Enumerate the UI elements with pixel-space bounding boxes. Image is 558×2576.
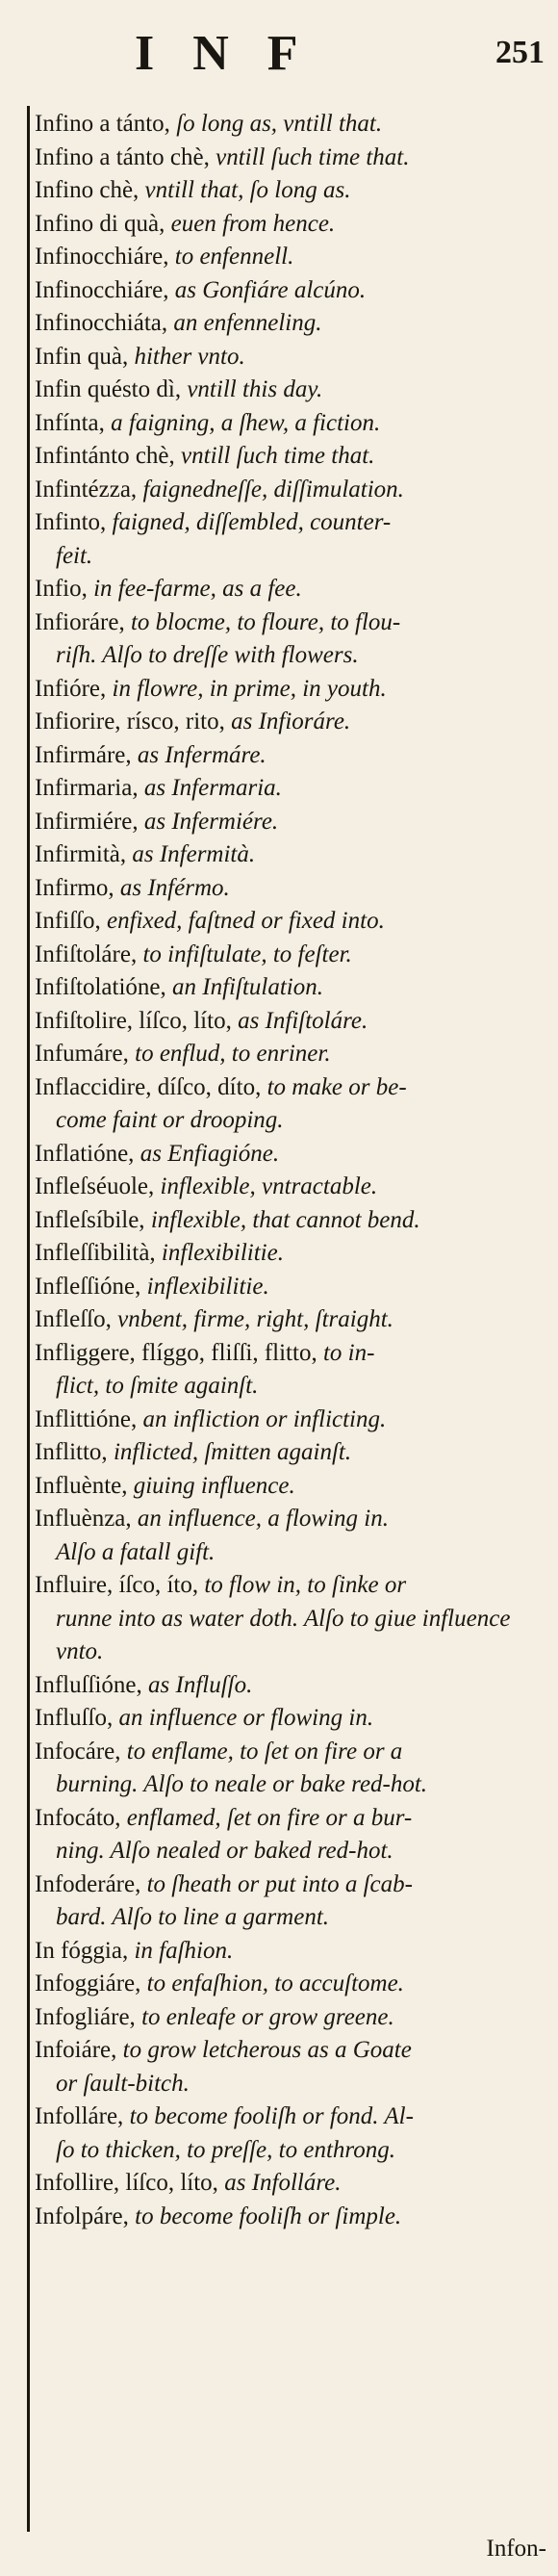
dictionary-entry	[35, 142, 550, 175]
entry-headword: Inflaccidire, díſco, díto,	[35, 1073, 262, 1100]
entry-headword: Infino chè,	[35, 177, 140, 203]
entry-definition: an Infiſtulation.	[165, 974, 323, 1000]
entry-continuation: burning. Alſo to neale or bake red-hot.	[56, 1771, 428, 1797]
entry-headword: Infin quà,	[35, 343, 129, 370]
entry-headword: Infintézza,	[35, 476, 138, 502]
entry-continuation: bard. Alſo to line a garment.	[56, 1904, 330, 1930]
entry-definition: to make or be-	[261, 1073, 407, 1100]
running-header	[0, 25, 558, 83]
dictionary-entry	[35, 341, 550, 374]
entry-headword: Infinto,	[35, 509, 107, 535]
entry-definition: to enleafe or grow greene.	[135, 2003, 394, 2030]
dictionary-entry	[35, 108, 550, 142]
entry-headword: Influènte,	[35, 1472, 128, 1499]
dictionary-entry	[35, 440, 550, 474]
entry-headword: Infollire, líſco, líto,	[35, 2170, 218, 2196]
dictionary-entry	[35, 1968, 550, 2001]
entry-definition: to enfaſhion, to accuſtome.	[140, 1971, 404, 1996]
entry-headword: Infiſtolire, líſco, líto,	[35, 1007, 232, 1034]
entry-definition: inflexible, that cannot bend.	[144, 1206, 420, 1233]
entry-definition: as Infermità.	[126, 841, 256, 867]
entry-headword: Inflitto,	[35, 1439, 108, 1465]
entry-headword: Infogliáre,	[35, 2003, 136, 2030]
entry-definition: to in-	[317, 1339, 375, 1366]
entry-headword: Influſſo,	[35, 1705, 114, 1731]
entry-definition: as Influſſo.	[141, 1671, 253, 1698]
column-rule	[27, 106, 30, 2532]
entry-headword: Infioráre,	[35, 608, 125, 635]
entry-headword: Infleſséuole,	[35, 1173, 155, 1199]
entry-definition: to become fooliſh or ſimple.	[128, 2202, 402, 2229]
entry-headword: Infleſſibilità,	[35, 1240, 156, 1266]
entry-definition: vntill that, ſo long as.	[139, 177, 351, 203]
entry-headword: Infintánto chè,	[35, 443, 175, 469]
entry-headword: Inflatióne,	[35, 1140, 135, 1167]
entry-headword: Infio,	[35, 576, 88, 602]
dictionary-entry	[35, 971, 550, 1005]
dictionary-entry	[35, 1436, 550, 1470]
dictionary-entry	[35, 1935, 550, 1969]
entry-headword: Infin quésto dì,	[35, 376, 182, 402]
entry-definition: as Infermáre.	[131, 741, 266, 768]
entry-headword: In fóggia,	[35, 1937, 129, 1964]
entry-definition: enflamed, ſet on fire or a bur-	[120, 1804, 413, 1831]
entry-definition: as Infiſtoláre.	[231, 1007, 368, 1034]
dictionary-entry	[35, 307, 550, 341]
entry-continuation: Alſo a fatall gift.	[56, 1538, 216, 1565]
entry-definition: an enfenneling.	[167, 310, 322, 336]
entry-headword: Infirmiére,	[35, 808, 139, 835]
entry-definition: an influence, a flowing in.	[131, 1506, 389, 1532]
dictionary-entry	[35, 1802, 550, 1868]
entry-headword: Infiſtolatióne,	[35, 974, 166, 1000]
entry-headword: Infoggiáre,	[35, 1971, 141, 1996]
dictionary-entry	[35, 208, 550, 242]
entry-headword: Infinocchiáta,	[35, 310, 168, 336]
entry-definition: ſo long as, vntill that.	[169, 111, 383, 137]
entry-definition: in fee-farme, as a fee.	[87, 576, 302, 602]
entry-list	[35, 108, 550, 2233]
dictionary-entry	[35, 241, 550, 274]
dictionary-entry	[35, 2201, 550, 2234]
entry-definition: euen from hence.	[165, 210, 336, 237]
entry-definition: to grow letcherous as a Goate	[116, 2037, 412, 2063]
dictionary-entry	[35, 2167, 550, 2201]
dictionary-entry	[35, 939, 550, 972]
dictionary-entry	[35, 506, 550, 573]
entry-definition: to enflud, to enriner.	[128, 1041, 331, 1067]
dictionary-entry	[35, 1005, 550, 1039]
entry-headword: Infinocchiáre,	[35, 244, 169, 270]
entry-definition: to enflame, to ſet on fire or a	[120, 1738, 403, 1765]
dictionary-entry	[35, 274, 550, 308]
entry-definition: as Gonfiáre alcúno.	[168, 276, 367, 303]
entry-continuation: or ſault-bitch.	[56, 2070, 190, 2097]
dictionary-entry	[35, 2100, 550, 2167]
entry-headword: Infleſſo,	[35, 1306, 112, 1332]
dictionary-entry	[35, 573, 550, 606]
entry-headword: Infolláre,	[35, 2103, 124, 2129]
entry-definition: giuing influence.	[127, 1472, 295, 1499]
page-number: 251	[495, 35, 545, 70]
entry-definition: as Enfiagióne.	[134, 1140, 280, 1167]
entry-definition: to ſheath or put into a ſcab-	[140, 1870, 413, 1897]
entry-headword: Infióre,	[35, 675, 107, 702]
catchword: Infon-	[486, 2536, 546, 2562]
entry-definition: vntill this day.	[181, 376, 323, 402]
entry-headword: Infiorire, rísco, rito,	[35, 708, 225, 734]
entry-definition: vntill ſuch time that.	[174, 443, 375, 469]
entry-continuation: ning. Alſo nealed or baked red-hot.	[56, 1838, 393, 1864]
entry-headword: Infocáre,	[35, 1738, 121, 1765]
dictionary-entry	[35, 872, 550, 906]
entry-headword: Infinocchiáre,	[35, 276, 169, 303]
entry-definition: inflexibilitie.	[155, 1240, 284, 1266]
entry-definition: a faigning, a ſhew, a fiction.	[104, 409, 381, 436]
dictionary-entry	[35, 474, 550, 507]
entry-definition: inflexibilitie.	[140, 1273, 269, 1300]
dictionary-entry	[35, 1470, 550, 1504]
dictionary-entry	[35, 1204, 550, 1238]
dictionary-entry	[35, 1702, 550, 1736]
dictionary-entry	[35, 1503, 550, 1569]
entry-headword: Influire, íſco, íto,	[35, 1572, 199, 1598]
dictionary-entry	[35, 1303, 550, 1337]
entry-headword: Infumáre,	[35, 1041, 129, 1067]
entry-headword: Infínta,	[35, 409, 105, 436]
entry-headword: Infleſſióne,	[35, 1273, 141, 1300]
entry-definition: faignedneſſe, diſſimulation.	[137, 476, 404, 502]
dictionary-entry	[35, 1271, 550, 1304]
dictionary-entry	[35, 174, 550, 208]
dictionary-entry	[35, 2034, 550, 2100]
entry-definition: to infiſtulate, to feſter.	[137, 940, 352, 967]
dictionary-entry	[35, 772, 550, 806]
dictionary-entry	[35, 1171, 550, 1204]
dictionary-entry	[35, 706, 550, 739]
dictionary-entry	[35, 1038, 550, 1071]
entry-definition: hither vnto.	[128, 343, 245, 370]
dictionary-entry	[35, 1569, 550, 1669]
entry-definition: an influence or flowing in.	[113, 1705, 374, 1731]
entry-continuation: feit.	[56, 542, 93, 569]
entry-definition: as Infermiére.	[138, 808, 279, 835]
entry-headword: Infliggere, flíggo, fliſſi, flitto,	[35, 1339, 317, 1366]
entry-definition: to enfennell.	[168, 244, 294, 270]
dictionary-entry	[35, 1071, 550, 1138]
dictionary-entry	[35, 1237, 550, 1271]
entry-definition: vntill ſuch time that.	[209, 143, 410, 170]
entry-headword: Infino a tánto chè,	[35, 143, 210, 170]
dictionary-entry	[35, 739, 550, 773]
dictionary-entry	[35, 1404, 550, 1437]
entry-continuation: ſo to thicken, to preſſe, to enthrong.	[56, 2136, 395, 2163]
dictionary-entry	[35, 806, 550, 839]
entry-headword: Infiſſo,	[35, 908, 101, 934]
entry-headword: Infolpáre,	[35, 2202, 129, 2229]
entry-continuation: come faint or drooping.	[56, 1107, 284, 1133]
entry-definition: to blocme, to floure, to flou-	[124, 608, 401, 635]
dictionary-entry	[35, 838, 550, 872]
entry-headword: Infirmo,	[35, 874, 114, 901]
entry-headword: Infoiáre,	[35, 2037, 117, 2063]
entry-headword: Inflittióne,	[35, 1405, 138, 1432]
entry-headword: Infocáto,	[35, 1804, 121, 1831]
entry-headword: Infino di quà,	[35, 210, 165, 237]
dictionary-entry	[35, 407, 550, 441]
entry-continuation: runne into as water doth. Alſo to giue influence vnto.	[56, 1605, 511, 1664]
entry-continuation: flict, to ſmite againſt.	[56, 1373, 259, 1399]
entry-definition: faigned, diſſembled, counter-	[106, 509, 392, 535]
entry-definition: to become fooliſh or fond. Al-	[123, 2103, 414, 2129]
entry-headword: Infirmaria,	[35, 775, 139, 801]
entry-headword: Infoderáre,	[35, 1870, 141, 1897]
dictionary-entry	[35, 1736, 550, 1802]
entry-continuation: riſh. Alſo to dreſſe with flowers.	[56, 642, 359, 668]
dictionary-entry	[35, 606, 550, 673]
entry-definition: vnbent, firme, right, ſtraight.	[111, 1306, 393, 1332]
entry-headword: Influſſióne,	[35, 1671, 142, 1698]
entry-definition: as Inférmo.	[114, 874, 230, 901]
dictionary-entry	[35, 673, 550, 707]
dictionary-entry	[35, 374, 550, 407]
entry-definition: in faſhion.	[128, 1937, 234, 1964]
dictionary-entry	[35, 1337, 550, 1404]
entry-definition: as Infioráre.	[224, 708, 351, 734]
entry-headword: Infleſsíbile,	[35, 1206, 145, 1233]
dictionary-entry	[35, 1138, 550, 1172]
dictionary-entry	[35, 1669, 550, 1703]
dictionary-entry	[35, 1868, 550, 1935]
entry-headword: Infirmità,	[35, 841, 127, 867]
dictionary-entry	[35, 2001, 550, 2035]
entry-definition: enfixed, faſtned or fixed into.	[100, 908, 385, 934]
entry-definition: in flowre, in prime, in youth.	[106, 675, 387, 702]
entry-definition: inflicted, ſmitten againſt.	[107, 1439, 352, 1465]
entry-definition: as Infermaria.	[138, 775, 282, 801]
entry-definition: as Infolláre.	[217, 2170, 342, 2196]
entry-headword: Influènza,	[35, 1506, 132, 1532]
header-word: INF	[135, 26, 337, 81]
entry-headword: Infirmáre,	[35, 741, 132, 768]
entry-definition: an infliction or inflicting.	[137, 1405, 387, 1432]
entry-headword: Infino a tánto,	[35, 111, 170, 137]
entry-definition: inflexible, vntractable.	[154, 1173, 378, 1199]
dictionary-entry	[35, 905, 550, 939]
entry-definition: to flow in, to ſinke or	[198, 1572, 407, 1598]
entry-headword: Infiſtoláre,	[35, 940, 138, 967]
